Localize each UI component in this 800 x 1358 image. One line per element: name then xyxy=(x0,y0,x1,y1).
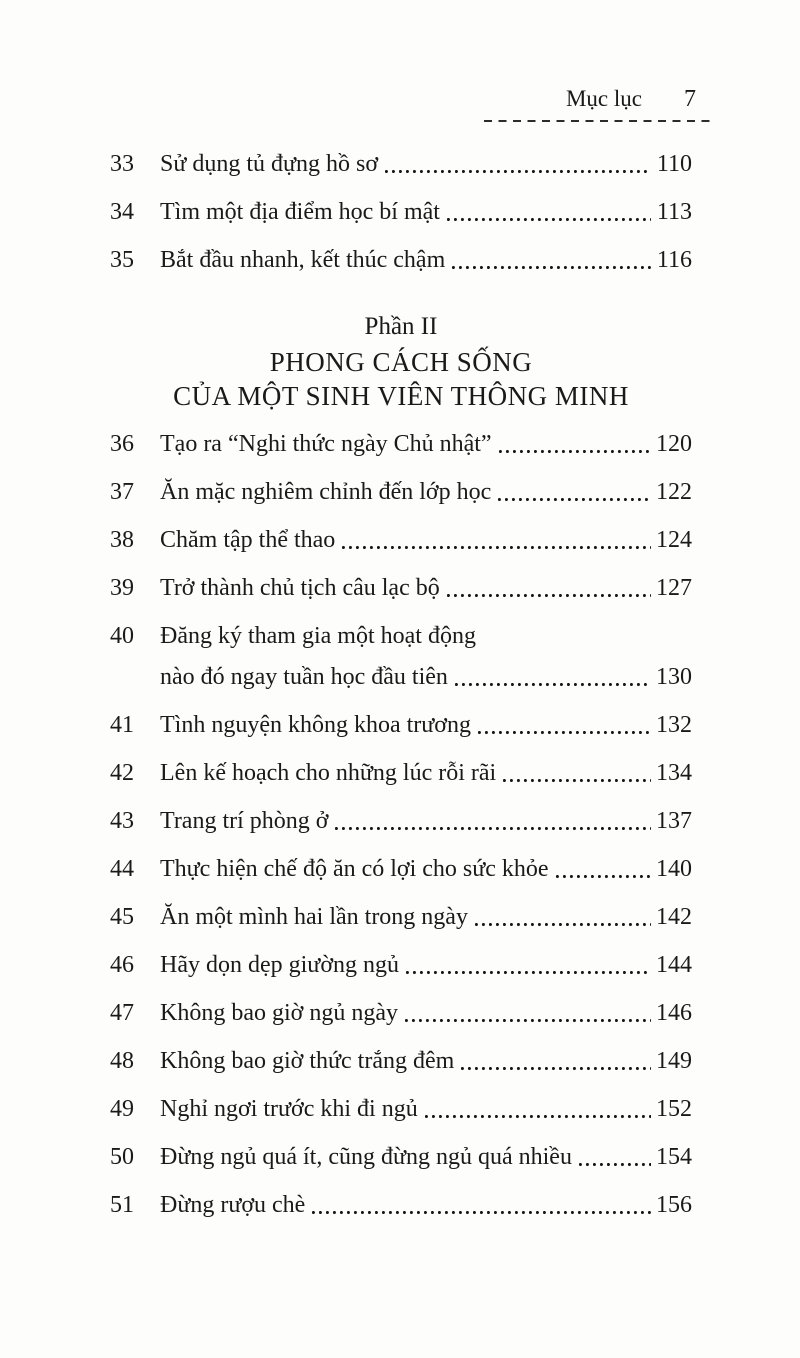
dot-leader xyxy=(342,546,651,549)
dot-leader xyxy=(579,1163,651,1166)
header-dashed-underline xyxy=(484,120,712,122)
toc-entry xyxy=(110,622,692,691)
entry-title: Ăn một mình hai lần trong ngày xyxy=(160,904,468,930)
entry-page-number: 116 xyxy=(656,247,692,273)
entry-page-number: 132 xyxy=(656,712,692,738)
toc-list-part2 xyxy=(110,430,692,1219)
entry-title-line-1: Đăng ký tham gia một hoạt động xyxy=(160,623,476,649)
dot-leader xyxy=(405,1019,651,1022)
entry-title: Thực hiện chế độ ăn có lợi cho sức khỏe xyxy=(160,856,549,882)
page-header-row xyxy=(484,86,712,120)
entry-title: Nghỉ ngơi trước khi đi ngủ xyxy=(160,1096,418,1122)
entry-page-number: 154 xyxy=(656,1144,692,1170)
entry-page-number: 134 xyxy=(656,760,692,786)
dot-leader xyxy=(447,218,651,221)
entry-number: 47 xyxy=(110,1000,134,1026)
entry-page-number: 120 xyxy=(656,431,692,457)
entry-title: Lên kế hoạch cho những lúc rỗi rãi xyxy=(160,760,497,786)
entry-number: 43 xyxy=(110,808,134,834)
entry-number: 34 xyxy=(110,199,134,225)
entry-number: 48 xyxy=(110,1048,134,1074)
entry-title: Chăm tập thể thao xyxy=(160,527,336,553)
dot-leader xyxy=(503,779,651,782)
toc-entry xyxy=(110,526,692,554)
entry-number: 38 xyxy=(110,527,134,553)
page-header xyxy=(484,86,712,122)
entry-title: Tìm một địa điểm học bí mật xyxy=(160,199,440,225)
entry-number: 40 xyxy=(110,623,134,649)
dot-leader xyxy=(447,594,651,597)
entry-number: 50 xyxy=(110,1144,134,1170)
toc-entry xyxy=(110,903,692,931)
entry-page-number: 149 xyxy=(656,1048,692,1074)
dot-leader xyxy=(312,1211,651,1214)
dot-leader xyxy=(455,683,651,686)
entry-page-number: 140 xyxy=(656,856,692,882)
toc-entry xyxy=(110,999,692,1027)
dot-leader xyxy=(335,827,651,830)
entry-page-number: 152 xyxy=(656,1096,692,1122)
entry-page-number: 124 xyxy=(656,527,692,553)
toc-entry xyxy=(110,150,692,178)
toc-entry xyxy=(110,1095,692,1123)
toc-entry xyxy=(110,1143,692,1171)
entry-number: 37 xyxy=(110,479,134,505)
toc-entry xyxy=(110,198,692,226)
entry-page-number: 113 xyxy=(656,199,692,225)
header-title: Mục lục xyxy=(565,86,642,111)
dot-leader xyxy=(385,170,651,173)
entry-number: 51 xyxy=(110,1192,134,1218)
entry-page-number: 144 xyxy=(656,952,692,978)
toc-entry xyxy=(110,1047,692,1075)
entry-title: Tạo ra “Nghi thức ngày Chủ nhật” xyxy=(160,431,492,457)
dot-leader xyxy=(475,923,651,926)
table-of-contents xyxy=(110,150,692,1239)
entry-number: 36 xyxy=(110,431,134,457)
header-page-number: 7 xyxy=(684,86,696,112)
toc-entry xyxy=(110,855,692,883)
entry-number: 44 xyxy=(110,856,134,882)
section-heading xyxy=(110,311,692,413)
section-title-line-2: CỦA MỘT SINH VIÊN THÔNG MINH xyxy=(173,381,629,411)
entry-number: 35 xyxy=(110,247,134,273)
entry-number: 42 xyxy=(110,760,134,786)
entry-page-number: 146 xyxy=(656,1000,692,1026)
dot-leader xyxy=(461,1067,651,1070)
dot-leader xyxy=(478,731,651,734)
entry-title: Sử dụng tủ đựng hồ sơ xyxy=(160,151,379,177)
entry-title: Hãy dọn dẹp giường ngủ xyxy=(160,952,400,978)
entry-number: 41 xyxy=(110,712,134,738)
entry-title: Không bao giờ ngủ ngày xyxy=(160,1000,398,1026)
toc-entry xyxy=(110,759,692,787)
dot-leader xyxy=(452,266,651,269)
entry-title: Trang trí phòng ở xyxy=(160,808,329,834)
entry-page-number: 127 xyxy=(656,575,692,601)
toc-entry xyxy=(110,807,692,835)
dot-leader xyxy=(498,498,651,501)
toc-entry xyxy=(110,478,692,506)
dot-leader xyxy=(406,971,651,974)
entry-title: Ăn mặc nghiêm chỉnh đến lớp học xyxy=(160,479,492,505)
toc-entry xyxy=(110,246,692,274)
toc-list-part1 xyxy=(110,150,692,274)
toc-entry xyxy=(110,574,692,602)
entry-title-line-2-row xyxy=(160,663,692,691)
entry-number: 49 xyxy=(110,1096,134,1122)
entry-title: Trở thành chủ tịch câu lạc bộ xyxy=(160,575,440,601)
entry-page-number: 142 xyxy=(656,904,692,930)
entry-title-line-2: nào đó ngay tuần học đầu tiên xyxy=(160,664,448,690)
entry-number: 46 xyxy=(110,952,134,978)
toc-entry xyxy=(110,711,692,739)
entry-title: Bắt đầu nhanh, kết thúc chậm xyxy=(160,247,446,273)
entry-title: Đừng rượu chè xyxy=(160,1192,306,1218)
entry-page-number: 156 xyxy=(656,1192,692,1218)
section-title-line-1: PHONG CÁCH SỐNG xyxy=(269,347,533,377)
entry-number: 33 xyxy=(110,151,134,177)
entry-page-number: 122 xyxy=(656,479,692,505)
toc-entry xyxy=(110,951,692,979)
entry-number: 39 xyxy=(110,575,134,601)
entry-title-lines xyxy=(160,622,692,691)
entry-number: 45 xyxy=(110,904,134,930)
dot-leader xyxy=(425,1115,651,1118)
toc-entry xyxy=(110,430,692,458)
dot-leader xyxy=(499,450,651,453)
entry-title: Đừng ngủ quá ít, cũng đừng ngủ quá nhiều xyxy=(160,1144,572,1170)
toc-entry xyxy=(110,1191,692,1219)
entry-title: Không bao giờ thức trắng đêm xyxy=(160,1048,455,1074)
entry-page-number: 130 xyxy=(656,664,692,690)
entry-title: Tình nguyện không khoa trương xyxy=(160,712,471,738)
entry-page-number: 137 xyxy=(656,808,692,834)
section-part-label: Phần II xyxy=(364,313,438,340)
dot-leader xyxy=(556,875,651,878)
entry-page-number: 110 xyxy=(656,151,692,177)
